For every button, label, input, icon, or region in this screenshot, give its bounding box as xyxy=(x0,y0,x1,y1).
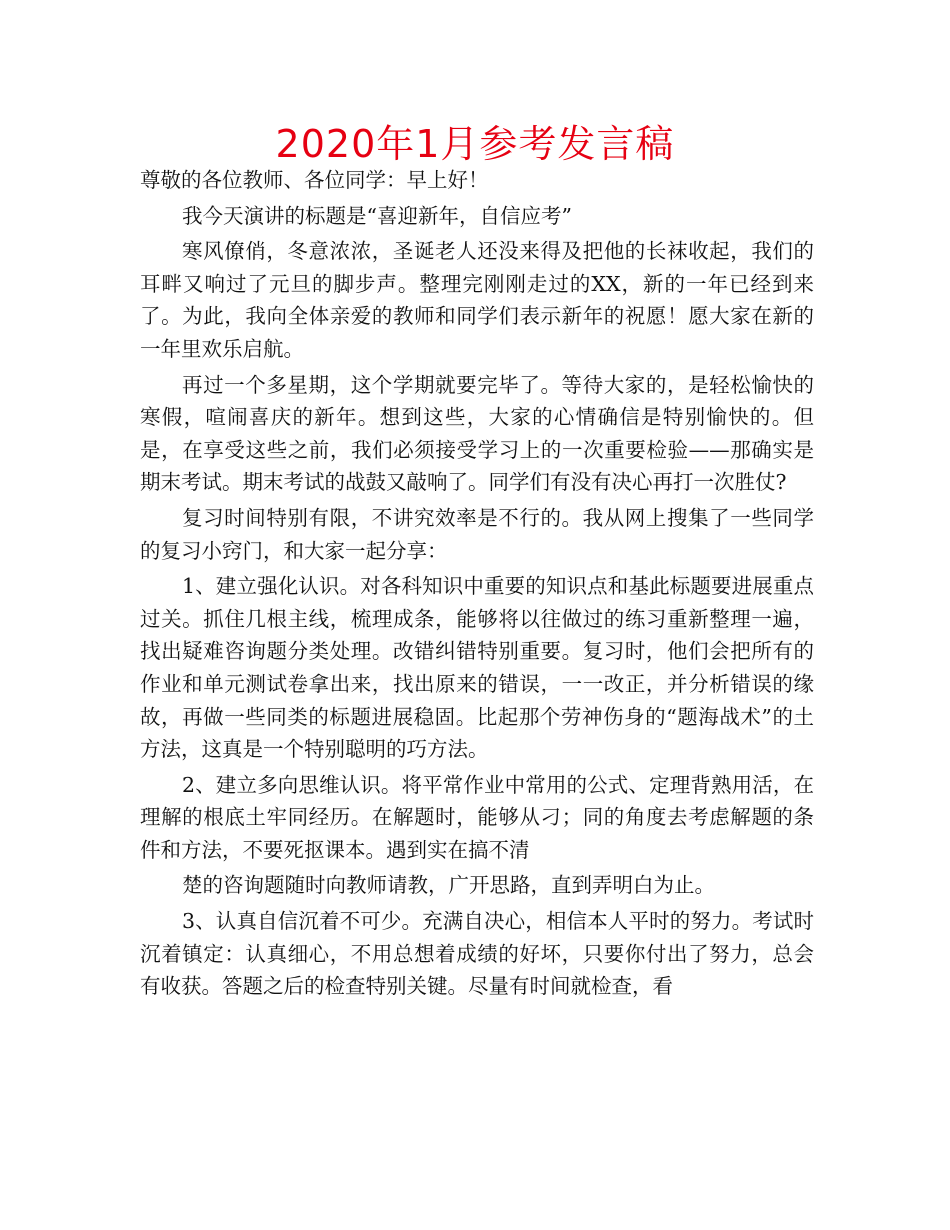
body-paragraph: 寒风僚俏，冬意浓浓，圣诞老人还没来得及把他的长袜收起，我们的耳畔又响过了元旦的脚步声。整理完刚刚走过的XX，新的一年已经到来了。为此，我向全体亲爱的教师和同学们表示新年的祝愿！愿大家在新的一年里欢乐启航。 xyxy=(140,239,814,361)
body-paragraph: 楚的咨询题随时向教师请教，广开思路，直到弄明白为止。 xyxy=(182,873,715,898)
document-title: 2020年1月参考发言稿 xyxy=(275,122,675,166)
document-body xyxy=(140,164,814,1003)
greeting-paragraph: 尊敬的各位教师、各位同学：早上好！ xyxy=(140,168,489,192)
speech-topic-paragraph: 我今天演讲的标题是“喜迎新年，自信应考” xyxy=(182,203,572,228)
body-paragraph: 复习时间特别有限，不讲究效率是不行的。我从网上搜集了一些同学的复习小窍门，和大家一起分享： xyxy=(140,505,814,563)
tip-paragraph: 2、建立多向思维认识。将平常作业中常用的公式、定理背熟用活，在理解的根底土牢同经历。在解题时，能够从刁；同的角度去考虑解题的条件和方法，不要死抠课本。遇到实在搞不清 xyxy=(140,772,814,862)
tip-paragraph: 1、建立强化认识。对各科知识中重要的知识点和基此标题要进展重点过关。抓住几根主线，梳理成条，能够将以往做过的练习重新整理一遍，找出疑难咨询题分类处理。改错纠错特别重要。复习时，他们会把所有的作业和单元测试卷拿出来，找出原来的错误，一一改正，并分析错误的缘故，再做一些同类的标题进展稳固。比起那个劳神伤身的“题海战术”的土方法，这真是一个特别聪明的巧方法。 xyxy=(140,574,814,762)
body-paragraph: 再过一个多星期，这个学期就要完毕了。等待大家的，是轻松愉快的寒假，喧闹喜庆的新年。想到这些，大家的心情确信是特别愉快的。但是，在享受这些之前，我们必须接受学习上的一次重要检验——那确实是期末考试。期末考试的战鼓又敲响了。同学们有没有决心再打一次胜仗? xyxy=(140,372,814,495)
tip-paragraph: 3、认真自信沉着不可少。充满自决心，相信本人平时的努力。考试时沉着镇定：认真细心，不用总想着成绩的好坏，只要你付出了努力，总会有收获。答题之后的检查特别关键。尽量有时间就检查，看 xyxy=(140,909,814,999)
